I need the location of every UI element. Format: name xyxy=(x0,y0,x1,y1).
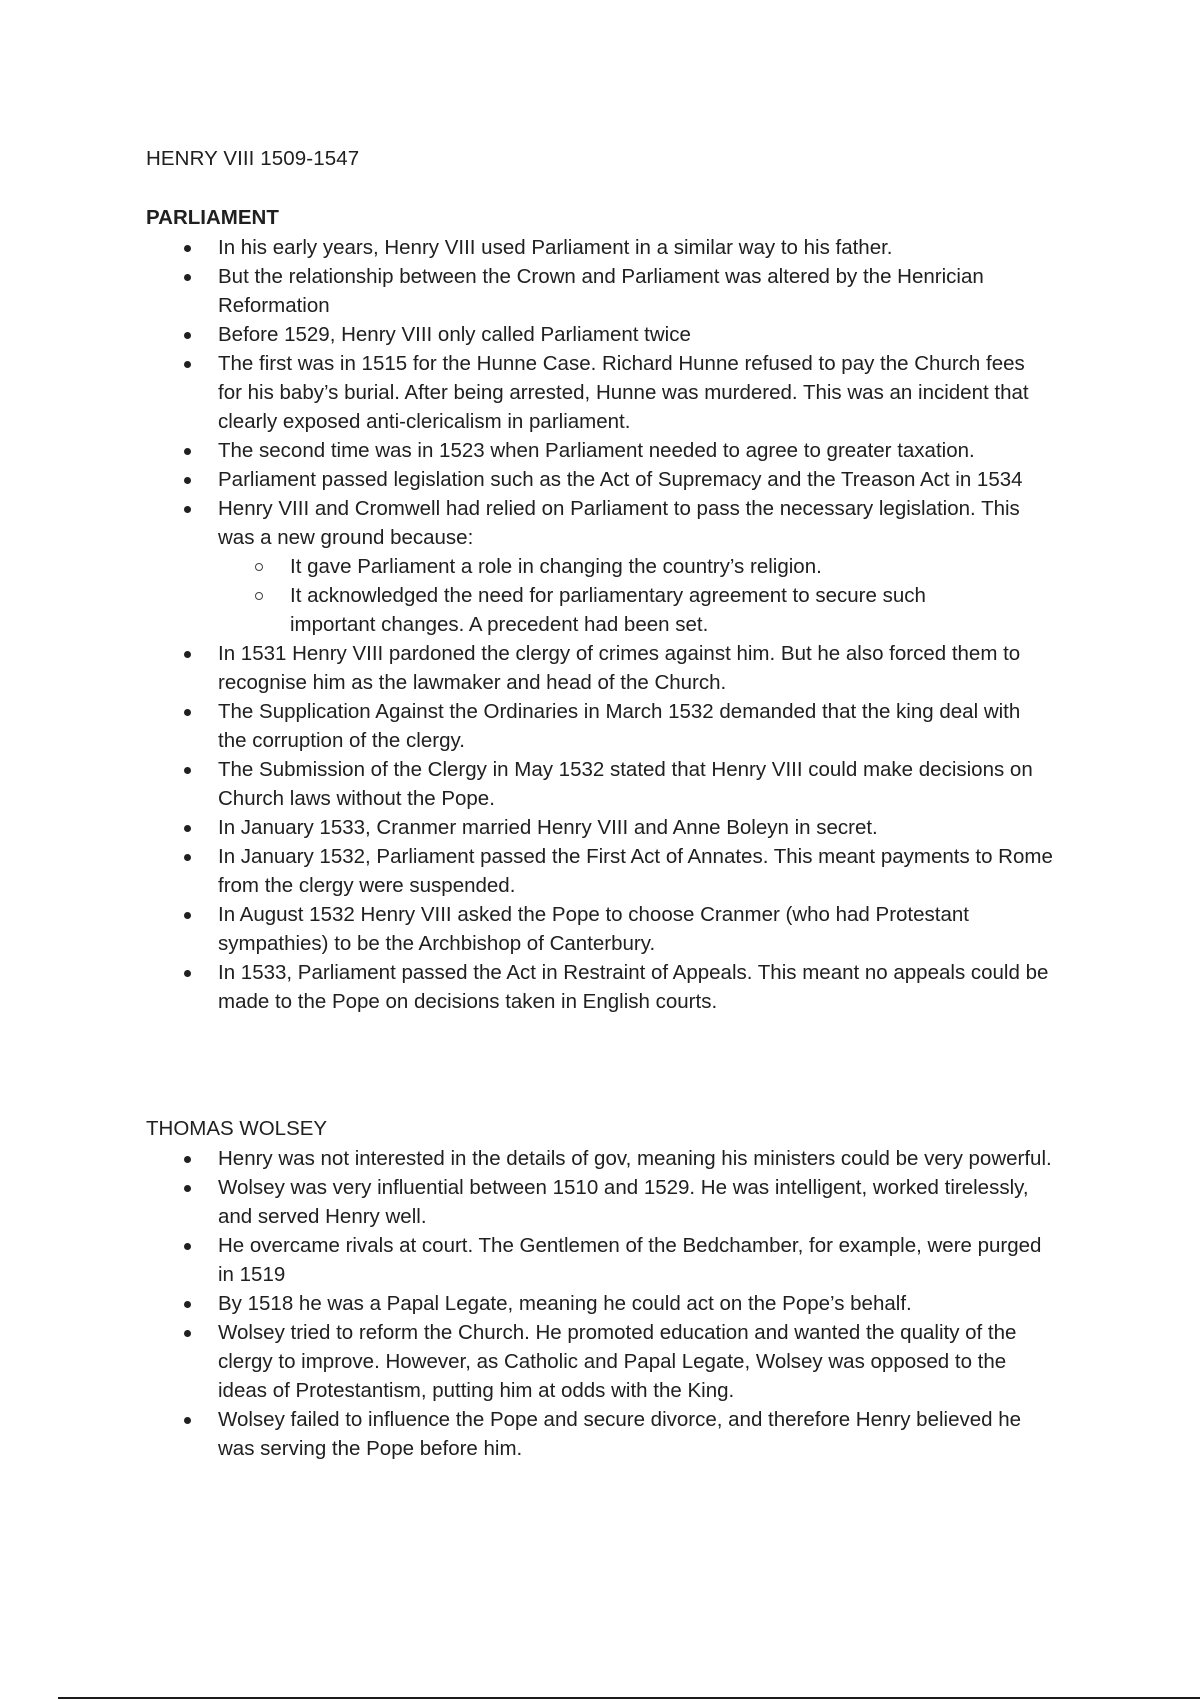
list-item xyxy=(146,755,1054,813)
list-item-text: The second time was in 1523 when Parliament needed to agree to greater taxation. xyxy=(218,439,975,462)
list-item xyxy=(146,494,1054,639)
section-wolsey xyxy=(146,1117,1066,1463)
bullet-icon xyxy=(184,767,191,774)
sub-list-item-text: It gave Parliament a role in changing the country’s religion. xyxy=(290,555,822,578)
bullet-icon xyxy=(184,1301,191,1308)
list-item xyxy=(146,639,1054,697)
page-bottom-rule xyxy=(58,1697,1200,1699)
bullet-icon xyxy=(184,1330,191,1337)
list-item xyxy=(146,900,1054,958)
list-item-text: Henry was not interested in the details of gov, meaning his ministers could be very powerful. xyxy=(218,1147,1052,1170)
bullet-icon xyxy=(184,854,191,861)
bullet-icon xyxy=(184,825,191,832)
list-item-text: The Supplication Against the Ordinaries in March 1532 demanded that the king deal with the corruption of the clergy. xyxy=(218,700,1021,752)
list-item-text: By 1518 he was a Papal Legate, meaning he could act on the Pope’s behalf. xyxy=(218,1292,912,1315)
list-item xyxy=(146,1318,1054,1405)
bullet-icon xyxy=(184,1156,191,1163)
bullet-icon xyxy=(184,245,191,252)
bullet-icon xyxy=(184,912,191,919)
list-item-text: In 1531 Henry VIII pardoned the clergy of crimes against him. But he also forced them to recognise him as the lawmaker and head of the Church. xyxy=(218,642,1021,694)
list-item xyxy=(146,697,1054,755)
list-item-text: In August 1532 Henry VIII asked the Pope to choose Cranmer (who had Protestant sympathies) to be the Archbishop of Canterbury. xyxy=(218,903,969,955)
bullet-icon xyxy=(184,1417,191,1424)
list-item-text: But the relationship between the Crown and Parliament was altered by the Henrician Reformation xyxy=(218,265,984,317)
list-item-text: Wolsey tried to reform the Church. He promoted education and wanted the quality of the clergy to improve. However, as Catholic and Papal Legate, Wolsey was opposed to the ideas of Protestantism, putting him at odds with the King. xyxy=(218,1321,1017,1402)
list-item xyxy=(146,1173,1054,1231)
list-item xyxy=(146,842,1054,900)
bullet-icon xyxy=(184,332,191,339)
hollow-bullet-icon xyxy=(255,563,263,571)
list-item-text: In his early years, Henry VIII used Parliament in a similar way to his father. xyxy=(218,236,893,259)
bullet-icon xyxy=(184,1243,191,1250)
list-item-text: In January 1533, Cranmer married Henry VIII and Anne Boleyn in secret. xyxy=(218,816,878,839)
list-item-text: The first was in 1515 for the Hunne Case. Richard Hunne refused to pay the Church fees for his baby’s burial. After being arrested, Hunne was murdered. This was an incident that clearly exposed anti-clericalism in parliament. xyxy=(218,352,1029,433)
bullet-icon xyxy=(184,448,191,455)
list-item-text: Before 1529, Henry VIII only called Parliament twice xyxy=(218,323,691,346)
list-item-text: Henry VIII and Cromwell had relied on Parliament to pass the necessary legislation. This was a new ground because: xyxy=(218,497,1020,549)
list-item xyxy=(146,436,1054,465)
list-item xyxy=(146,233,1054,262)
list-item xyxy=(146,349,1054,436)
bullet-icon xyxy=(184,506,191,513)
sub-list-item xyxy=(218,581,990,639)
list-item xyxy=(146,320,1054,349)
list-item xyxy=(146,813,1054,842)
bullet-icon xyxy=(184,1185,191,1192)
section-heading-parliament: PARLIAMENT xyxy=(146,206,279,229)
hollow-bullet-icon xyxy=(255,592,263,600)
bullet-icon xyxy=(184,274,191,281)
list-item-text: In January 1532, Parliament passed the First Act of Annates. This meant payments to Rome from the clergy were suspended. xyxy=(218,845,1053,897)
list-item xyxy=(146,958,1054,1016)
list-item xyxy=(146,1144,1054,1173)
list-item xyxy=(146,1289,1054,1318)
bullet-list-parliament xyxy=(146,233,1066,1016)
bullet-list-wolsey xyxy=(146,1144,1066,1463)
list-item-text: Wolsey was very influential between 1510 and 1529. He was intelligent, worked tirelessly, and served Henry well. xyxy=(218,1176,1029,1228)
list-item xyxy=(146,1231,1054,1289)
document-title: HENRY VIII 1509-1547 xyxy=(146,147,360,170)
bullet-icon xyxy=(184,709,191,716)
list-item-text: In 1533, Parliament passed the Act in Restraint of Appeals. This meant no appeals could be made to the Pope on decisions taken in English courts. xyxy=(218,961,1049,1013)
bullet-icon xyxy=(184,970,191,977)
list-item-text: Parliament passed legislation such as the Act of Supremacy and the Treason Act in 1534 xyxy=(218,468,1023,491)
list-item xyxy=(146,262,1054,320)
list-item xyxy=(146,1405,1054,1463)
sub-list-item-text: It acknowledged the need for parliamentary agreement to secure such important changes. A precedent had been set. xyxy=(290,584,926,636)
section-parliament xyxy=(146,206,1066,1016)
list-item-text: Wolsey failed to influence the Pope and secure divorce, and therefore Henry believed he was serving the Pope before him. xyxy=(218,1408,1022,1460)
bullet-icon xyxy=(184,477,191,484)
bullet-icon xyxy=(184,361,191,368)
list-item-text: He overcame rivals at court. The Gentlemen of the Bedchamber, for example, were purged in 1519 xyxy=(218,1234,1042,1286)
section-heading-wolsey: THOMAS WOLSEY xyxy=(146,1117,328,1140)
bullet-icon xyxy=(184,651,191,658)
sub-bullet-list xyxy=(218,552,1054,639)
list-item-text: The Submission of the Clergy in May 1532 stated that Henry VIII could make decisions on Church laws without the Pope. xyxy=(218,758,1033,810)
sub-list-item xyxy=(218,552,990,581)
list-item xyxy=(146,465,1054,494)
